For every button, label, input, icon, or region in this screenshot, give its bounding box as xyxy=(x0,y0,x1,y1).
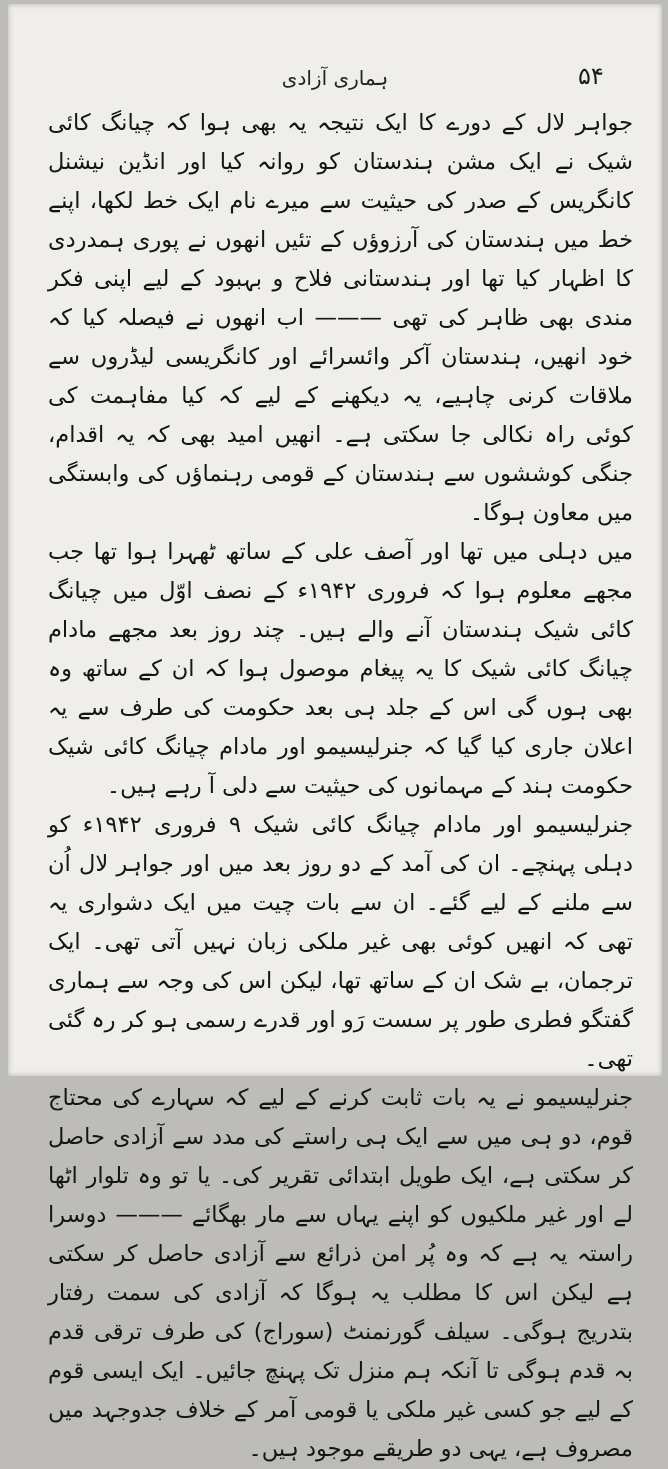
page-number: ۵۴ xyxy=(578,62,604,90)
body-text xyxy=(48,104,633,1469)
page-header xyxy=(48,44,622,94)
paragraph: میں دہلی میں تھا اور آصف علی کے ساتھ ٹھہرا ہوا تھا جب مجھے معلوم ہوا کہ فروری ۱۹۴۲ء کے نصف اوّل میں چیانگ کائی شیک ہندستان آنے والے ہیں۔ چند روز بعد مجھے مادام چیانگ کائی شیک کا یہ پیغام موصول ہوا کہ ان کے ساتھ وہ بھی ہوں گی اس کے جلد ہی بعد حکومت کی طرف سے یہ اعلان جاری کیا گیا کہ جنرلیسیمو اور مادام چیانگ کائی شیک حکومت ہند کے مہمانوں کی حیثیت سے دلی آ رہے ہیں۔ xyxy=(48,539,633,799)
book-page xyxy=(8,4,662,1462)
paragraph: جنرلیسیمو نے یہ بات ثابت کرنے کے لیے کہ سہارے کی محتاج قوم، دو ہی میں سے ایک ہی راستے کی مدد سے آزادی حاصل کر سکتی ہے، ایک طویل ابتدائی تقریر کی۔ یا تو وہ تلوار اٹھا لے اور غیر ملکیوں کو اپنے یہاں سے مار بھگائے ——— دوسرا راستہ یہ ہے کہ وہ پُر امن ذرائع سے آزادی حاصل کر سکتی ہے لیکن اس کا مطلب یہ ہوگا کہ آزادی کی سمت رفتار بتدریج ہوگی۔ سیلف گورنمنٹ (سوراج) کی طرف ترقی قدم بہ قدم ہوگی تا آنکہ ہم منزل تک پہنچ جائیں۔ ایک ایسی قوم کے لیے جو کسی غیر ملکی یا قومی آمر کے خلاف جدوجہد میں مصروف ہے، یہی دو طریقے موجود ہیں۔ xyxy=(48,1085,633,1462)
paragraph: جنرلیسیمو اور مادام چیانگ کائی شیک ۹ فروری ۱۹۴۲ء کو دہلی پہنچے۔ ان کی آمد کے دو روز بعد میں اور جواہر لال اُن سے ملنے کے لیے گئے۔ ان سے بات چیت میں ایک دشواری یہ تھی کہ انھیں کوئی بھی غیر ملکی زبان نہیں آتی تھی۔ ایک ترجمان، بے شک ان کے ساتھ تھا، لیکن اس کی وجہ سے ہماری گفتگو فطری طور پر سست رَو اور قدرے رسمی ہو کر رہ گئی تھی۔ xyxy=(48,812,633,1072)
paragraph: جواہر لال کے دورے کا ایک نتیجہ یہ بھی ہوا کہ چیانگ کائی شیک نے ایک مشن ہندستان کو روانہ کیا اور انڈین نیشنل کانگریس کے صدر کی حیثیت سے میرے نام ایک خط لکھا، اپنے خط میں ہندستان کی آرزوؤں کے تئیں انھوں نے پوری ہمدردی کا اظہار کیا تھا اور ہندستانی فلاح و بہبود کے لیے اپنی فکر مندی بھی ظاہر کی تھی ——— اب انھوں نے فیصلہ کیا کہ خود انھیں، ہندستان آکر وائسرائے اور کانگریسی لیڈروں سے ملاقات کرنی چاہیے، یہ دیکھنے کے لیے کہ کیا مفاہمت کی کوئی راہ نکالی جا سکتی ہے۔ انھیں امید بھی کہ یہ اقدام، جنگی کوششوں سے ہندستان کے قومی رہنماؤں کی وابستگی میں معاون ہوگا۔ xyxy=(48,110,633,526)
running-title: ہماری آزادی xyxy=(281,66,389,90)
